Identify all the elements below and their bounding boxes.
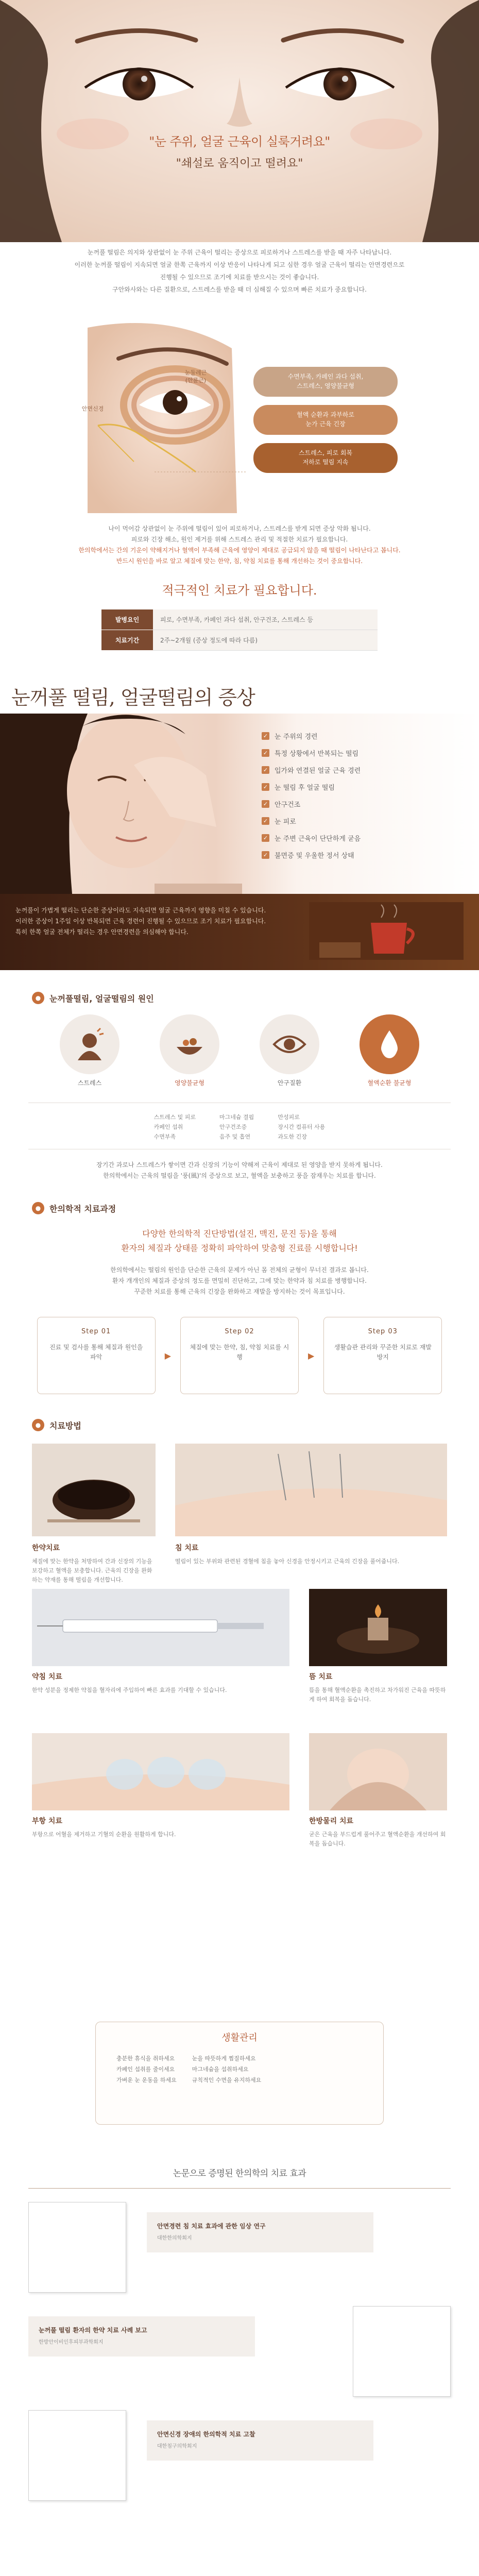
face-massage-illustration <box>309 1733 447 1810</box>
acupuncture-photo <box>175 1444 447 1536</box>
life-item: 카페인 섭취를 줄이세요 <box>116 2066 175 2073</box>
eye-diagram-illustration <box>77 317 247 513</box>
cause-box-persistence <box>253 443 398 473</box>
cause-box-lifestyle <box>253 367 398 397</box>
treatment-lead <box>0 1227 479 1256</box>
cause-box-lifestyle-line-2: 스트레스, 영양불균형 <box>297 382 354 389</box>
methods-heading-text: 치료방법 <box>49 1420 81 1431</box>
treatment-body-paragraph: 환자 개개인의 체질과 증상의 정도를 면밀히 진단하고, 그에 맞는 한약과 침 치료를 병행합니다. <box>112 1277 367 1284</box>
cause-list-item: 마그네슘 결핍 <box>219 1114 254 1121</box>
intro-paragraph: 이러한 눈꺼풀 떨림이 지속되면 얼굴 한쪽 근육까지 이상 반응이 나타나게 되고 심한 경우 얼굴 근육이 떨리는 안면경련으로 <box>74 261 405 268</box>
moxibustion-photo <box>309 1589 447 1666</box>
method-text: 체질에 맞는 한약을 처방하여 간과 신장의 기능을 보강하고 혈액을 보충합니다. 근육의 긴장을 완화하는 약재를 통해 떨림을 개선합니다. <box>32 1558 152 1583</box>
symptom-label: 눈 주위의 경련 <box>275 733 318 741</box>
step-heading: Step 01 <box>81 1328 111 1335</box>
stress-icon <box>60 1014 119 1074</box>
intro-paragraph: 눈꺼풀 떨림은 의지와 상관없이 눈 주위 근육이 떨리는 증상으로 피로하거나 스트레스를 받을 때 자주 나타납니다. <box>87 249 392 256</box>
info-value: 2주~2개월 (증상 정도에 따라 다름) <box>153 630 378 651</box>
cupping-block <box>32 1816 289 1839</box>
treatment-heading-text: 한의학적 치료과정 <box>49 1204 116 1214</box>
eye-icon <box>260 1014 319 1074</box>
cause-label: 스트레스 <box>77 1079 102 1087</box>
cupping-illustration <box>32 1733 289 1810</box>
cause-list-item: 만성피로 <box>278 1114 300 1121</box>
symptoms-caption <box>0 894 479 970</box>
bullet-icon: ● <box>32 992 44 1004</box>
symptom-item <box>262 729 437 743</box>
symptom-label: 안구건조 <box>275 801 301 809</box>
cupping-photo <box>32 1733 289 1810</box>
life-item: 가벼운 눈 운동을 하세요 <box>116 2077 177 2083</box>
method-title: 뜸 치료 <box>309 1673 333 1681</box>
cause-list <box>219 1112 254 1142</box>
cause-box-tension <box>253 405 398 435</box>
life-management-columns <box>116 2053 368 2086</box>
paper-source: 대한한의학회지 <box>157 2235 192 2241</box>
info-key: 치료기간 <box>101 630 153 651</box>
after-diagram-text <box>0 523 479 567</box>
life-management-box <box>95 2022 384 2125</box>
hero-face-illustration <box>0 0 479 242</box>
step-text: 생활습관 관리와 꾸준한 치료로 재발 방지 <box>334 1344 432 1361</box>
arrow-right-icon: ▶ <box>164 1350 171 1361</box>
symptom-label: 입가와 연결된 얼굴 근육 경련 <box>275 767 361 775</box>
after-diagram-paragraph: 피로와 긴장 해소, 원인 제거를 위해 스트레스 관리 및 적절한 치료가 필요합니다. <box>131 536 348 543</box>
hero-quote <box>0 131 479 171</box>
herbal-medicine-photo <box>32 1444 156 1536</box>
causes-heading-text: 눈꺼풀떨림, 얼굴떨림의 원인 <box>49 993 154 1004</box>
arrow-right-icon: ▶ <box>308 1350 315 1361</box>
moxibustion-block <box>309 1671 447 1704</box>
caption-paragraph: 이러한 증상이 1주일 이상 반복되면 근육 경련이 진행될 수 있으므로 조기 치료가 필요합니다. <box>15 918 266 925</box>
herbal-bowl-illustration <box>32 1444 156 1536</box>
hero-section <box>0 0 479 242</box>
method-text: 부항으로 어혈을 제거하고 기혈의 순환을 원활하게 합니다. <box>32 1831 176 1838</box>
method-title: 한방물리 치료 <box>309 1817 354 1825</box>
bullet-icon: ● <box>32 1419 44 1431</box>
paper-thumbnail <box>28 2202 126 2293</box>
cause-note <box>0 1149 479 1181</box>
eye-diagram-section <box>0 297 479 523</box>
cause-list-item: 과도한 긴장 <box>278 1133 307 1140</box>
method-title: 부항 치료 <box>32 1817 62 1825</box>
need-treatment-title: 적극적인 치료가 필요합니다. <box>162 583 317 598</box>
causes-row <box>0 1014 479 1087</box>
acupuncture-block <box>175 1543 447 1566</box>
pharmacopuncture-block <box>32 1671 289 1695</box>
info-row <box>101 609 378 630</box>
symptom-item <box>262 848 437 862</box>
orbicularis-label-line-2: (안륜근) <box>185 377 207 384</box>
method-text: 굳은 근육을 부드럽게 풀어주고 혈액순환을 개선하여 회복을 돕습니다. <box>309 1831 446 1847</box>
cause-label: 영양불균형 <box>175 1079 204 1087</box>
causes-section <box>0 992 479 1181</box>
woman-rubbing-eyes-illustration <box>0 714 247 894</box>
treatment-body-paragraph: 한의학에서는 떨림의 원인을 단순한 근육의 문제가 아닌 몸 전체의 균형이 무너진 결과로 봅니다. <box>110 1266 369 1274</box>
check-icon: ✓ <box>262 817 269 825</box>
orbicularis-label-line-1: 눈둘레근 <box>184 369 207 376</box>
bullet-icon: ● <box>32 1202 44 1214</box>
methods-heading <box>0 1419 479 1431</box>
symptoms-section <box>0 682 479 970</box>
symptom-item <box>262 814 437 828</box>
treatment-lead-line-1: 다양한 한의학적 진단방법(설진, 맥진, 문진 등)을 통해 <box>142 1229 337 1239</box>
facial-nerve-label: 안면신경 <box>81 405 104 412</box>
cause-box-tension-line-1: 혈액 순환과 과부하로 <box>297 411 354 418</box>
method-title: 한약치료 <box>32 1544 60 1552</box>
cause-list <box>154 1112 196 1142</box>
intro-paragraph: 구안와사와는 다른 질환으로, 스트레스를 받을 때 더 심해질 수 있으며 빠른 치료가 중요합니다. <box>112 286 367 293</box>
nutrition-icon <box>160 1014 219 1074</box>
cause-list-item: 스트레스 및 피로 <box>153 1114 196 1121</box>
paper-row <box>28 2306 451 2397</box>
paper-title: 안면신경 장애의 한의학적 치료 고찰 <box>157 2431 255 2438</box>
cause-label: 안구질환 <box>277 1079 302 1087</box>
check-icon: ✓ <box>262 834 269 842</box>
symptom-label: 눈 피로 <box>275 818 296 826</box>
cause-stress <box>51 1014 128 1087</box>
life-management-title: 생활관리 <box>221 2032 258 2043</box>
blood-drop-icon <box>360 1014 419 1074</box>
intro-paragraph: 진행될 수 있으므로 조기에 치료를 받으시는 것이 좋습니다. <box>160 274 319 281</box>
physical-therapy-photo <box>309 1733 447 1810</box>
cause-list-item: 음주 및 흡연 <box>219 1133 251 1140</box>
symptom-item <box>262 763 437 777</box>
cause-box-persistence-line-2: 저하로 떨림 지속 <box>302 459 349 466</box>
cause-list-item: 장시간 컴퓨터 사용 <box>278 1124 326 1130</box>
caption-paragraph: 눈꺼풀이 가볍게 떨리는 단순한 증상이라도 지속되면 얼굴 근육까지 영향을 미칠 수 있습니다. <box>15 907 266 914</box>
symptoms-title: 눈꺼풀 떨림, 얼굴떨림의 증상 <box>11 686 255 709</box>
paper-info <box>147 2212 373 2252</box>
cause-nutrition <box>151 1014 228 1087</box>
paper-source: 한방안이비인후피부과학회지 <box>39 2340 104 2345</box>
cause-box-persistence-line-1: 스트레스, 피로 회복 <box>298 449 353 456</box>
step-card <box>323 1317 442 1394</box>
after-diagram-paragraph: 나이 먹어감 상관없이 눈 주위에 떨림이 있어 피로하거나, 스트레스를 받게 되면 증상 악화 됩니다. <box>108 525 371 532</box>
cause-list-item: 카페인 섭취 <box>153 1124 183 1130</box>
hero-quote-line-2: "쇄설로 움직이고 떨려요" <box>176 157 303 170</box>
life-column <box>192 2053 262 2086</box>
treatment-heading <box>0 1202 479 1214</box>
moxa-illustration <box>309 1589 447 1666</box>
check-icon: ✓ <box>262 766 269 774</box>
cause-box-lifestyle-line-1: 수면부족, 카페인 과다 섭취, <box>287 373 364 380</box>
symptom-item <box>262 780 437 794</box>
paper-info <box>28 2316 255 2357</box>
method-text: 한약 성분을 정제한 약침을 혈자리에 주입하여 빠른 효과를 기대할 수 있습니다. <box>32 1687 227 1693</box>
paper-thumbnail <box>28 2410 126 2501</box>
after-diagram-paragraph: 반드시 원인을 바로 알고 체질에 맞는 한약, 침, 약침 치료를 통해 개선하는 것이 중요합니다. <box>116 557 363 565</box>
hero-quote-line-1: "눈 주위, 얼굴 근육이 실룩거려요" <box>149 134 330 149</box>
treatment-steps <box>0 1317 479 1394</box>
cause-list-item: 수면부족 <box>153 1133 176 1140</box>
blood-drop-icon-graphic <box>371 1026 407 1062</box>
herbal-medicine-block <box>32 1543 156 1585</box>
info-key: 발병요인 <box>101 609 153 630</box>
acupuncture-illustration <box>175 1444 447 1536</box>
eye-icon-graphic <box>271 1026 307 1062</box>
intro-section <box>0 242 479 295</box>
paper-source: 대한침구의학회지 <box>157 2444 197 2449</box>
divider <box>28 2188 451 2189</box>
after-diagram-paragraph: 한의학에서는 간의 기운이 약해지거나 혈액이 부족해 근육에 영양이 제대로 공급되지 않을 때 떨림이 나타난다고 봅니다. <box>78 547 401 554</box>
paper-thumbnail <box>353 2306 451 2397</box>
step-heading: Step 02 <box>225 1328 254 1335</box>
check-icon: ✓ <box>262 783 269 791</box>
symptoms-list <box>262 729 437 865</box>
paper-title: 눈꺼풀 떨림 환자의 한약 치료 사례 보고 <box>39 2327 147 2334</box>
check-icon: ✓ <box>262 800 269 808</box>
cause-note-paragraph: 한의학에서는 근육의 떨림을 '풍(風)'의 증상으로 보고, 혈액을 보충하고 풍을 잠재우는 치료를 합니다. <box>103 1172 376 1179</box>
papers-title: 논문으로 증명된 한의학의 치료 효과 <box>173 2168 306 2179</box>
method-title: 약침 치료 <box>32 1673 62 1681</box>
step-card <box>180 1317 299 1394</box>
symptom-label: 눈 주변 근육이 단단하게 굳음 <box>275 835 361 843</box>
syringe-illustration <box>32 1589 289 1666</box>
paper-row <box>28 2410 451 2501</box>
check-icon: ✓ <box>262 732 269 740</box>
symptom-label: 눈 떨림 후 얼굴 떨림 <box>275 784 335 792</box>
method-text: 떨림이 있는 부위와 관련된 경혈에 침을 놓아 신경을 안정시키고 근육의 긴장을 풀어줍니다. <box>175 1558 400 1565</box>
info-row <box>101 630 378 651</box>
pharmacopuncture-photo <box>32 1589 289 1666</box>
paper-info <box>147 2420 373 2461</box>
physical-therapy-block <box>309 1816 447 1849</box>
nutrition-icon-graphic <box>172 1026 208 1062</box>
step-text: 체질에 맞는 한약, 침, 약침 치료를 시행 <box>190 1344 289 1361</box>
orbicularis-label <box>170 369 221 384</box>
paper-title: 안면경련 침 치료 효과에 관한 임상 연구 <box>157 2223 266 2230</box>
symptom-label: 특정 상황에서 반복되는 떨림 <box>275 750 359 758</box>
cause-eye-disease <box>251 1014 328 1087</box>
symptom-label: 불면증 및 우울한 정서 상태 <box>275 852 354 860</box>
treatment-section <box>0 1202 479 1394</box>
life-item: 마그네슘을 섭취하세요 <box>192 2066 249 2073</box>
treatment-lead-line-2: 환자의 체질과 상태를 정확히 파악하여 맞춤형 진료를 시행합니다! <box>121 1243 358 1253</box>
symptom-item <box>262 797 437 811</box>
cause-box-tension-line-2: 눈가 근육 긴장 <box>305 420 346 428</box>
step-heading: Step 03 <box>368 1328 398 1335</box>
treatment-body <box>0 1256 479 1297</box>
check-icon: ✓ <box>262 851 269 859</box>
symptom-item <box>262 831 437 845</box>
check-icon: ✓ <box>262 749 269 757</box>
symptom-item <box>262 746 437 760</box>
caption-paragraph: 특히 한쪽 얼굴 전체가 떨리는 경우 안면경련을 의심해야 합니다. <box>15 928 189 936</box>
cause-label: 혈액순환 불균형 <box>367 1079 412 1087</box>
coffee-cup-illustration <box>309 902 464 960</box>
cause-circulation <box>351 1014 428 1087</box>
step-card <box>37 1317 156 1394</box>
stress-icon-graphic <box>72 1026 108 1062</box>
methods-section <box>0 1419 479 2006</box>
step-text: 진료 및 검사를 통해 체질과 원인을 파악 <box>49 1344 143 1361</box>
life-column <box>116 2053 177 2086</box>
life-item: 눈을 따뜻하게 찜질하세요 <box>192 2055 256 2062</box>
info-value: 피로, 수면부족, 카페인 과다 섭취, 안구건조, 스트레스 등 <box>153 609 378 630</box>
causes-heading <box>0 992 479 1004</box>
cause-lists <box>28 1103 451 1149</box>
cause-list-item: 안구건조증 <box>219 1124 247 1130</box>
method-title: 침 치료 <box>175 1544 199 1552</box>
cause-note-paragraph: 장기간 과로나 스트레스가 쌓이면 간과 신장의 기능이 약해져 근육이 제대로 된 영양을 받지 못하게 됩니다. <box>96 1161 383 1168</box>
method-text: 뜸을 통해 혈액순환을 촉진하고 차가워진 근육을 따뜻하게 하여 회복을 돕습니다. <box>309 1687 446 1703</box>
paper-row <box>28 2202 451 2293</box>
life-item: 규칙적인 수면을 유지하세요 <box>192 2077 262 2083</box>
info-table <box>101 609 378 651</box>
treatment-body-paragraph: 꾸준한 치료를 통해 근육의 긴장을 완화하고 재발을 방지하는 것이 목표입니다. <box>134 1288 345 1295</box>
life-item: 충분한 휴식을 취하세요 <box>116 2055 175 2062</box>
cause-list <box>278 1112 325 1142</box>
